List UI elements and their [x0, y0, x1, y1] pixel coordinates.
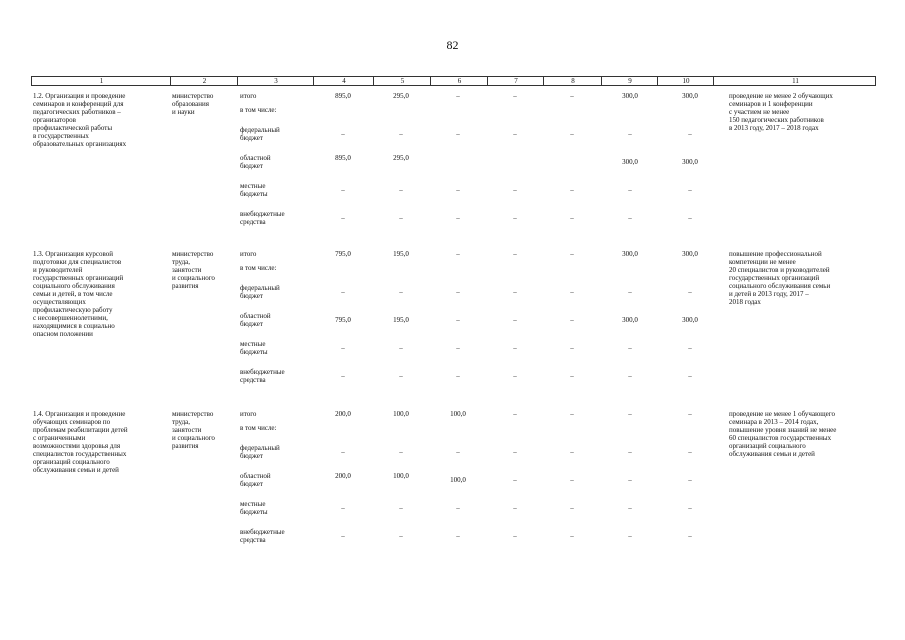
table-cell: –	[456, 186, 460, 194]
funding-source-label: внебюджетные средства	[240, 210, 285, 226]
table-cell: –	[688, 372, 692, 380]
table-cell: –	[399, 532, 403, 540]
table-cell: –	[688, 448, 692, 456]
table-cell: –	[456, 250, 460, 258]
table-cell: –	[456, 214, 460, 222]
table-cell: 100,0	[393, 472, 409, 480]
funding-source-label: областной бюджет	[240, 472, 271, 488]
table-cell: –	[513, 250, 517, 258]
table-cell: –	[513, 316, 517, 324]
column-number-2: 2	[202, 77, 207, 85]
column-number-7: 7	[514, 77, 518, 85]
expected-result: повышение профессиональной компетенции не менее 20 специалистов и руководителей государственных организаций социального обслуживания семьи и детей в 2013 году, 2017 – 2018 годах	[729, 250, 831, 306]
table-cell: –	[628, 532, 632, 540]
table-cell: 300,0	[622, 158, 638, 166]
table-cell: –	[570, 130, 574, 138]
column-divider	[601, 77, 602, 85]
table-cell: –	[688, 288, 692, 296]
table-cell: –	[399, 186, 403, 194]
table-cell: –	[456, 532, 460, 540]
column-divider	[373, 77, 374, 85]
table-cell: –	[341, 130, 345, 138]
table-cell: –	[513, 372, 517, 380]
table-cell: –	[688, 504, 692, 512]
table-cell: –	[341, 372, 345, 380]
table-cell: –	[456, 344, 460, 352]
table-cell: –	[513, 532, 517, 540]
funding-source-label: местные бюджеты	[240, 500, 268, 516]
table-cell: 100,0	[450, 410, 466, 418]
table-cell: –	[513, 410, 517, 418]
expected-result: проведение не менее 1 обучающего семинара в 2013 – 2014 годах, повышение уровня знаний не менее 60 специалистов государственных организаций социального обслуживания семьи и детей	[729, 410, 837, 458]
table-cell: –	[399, 504, 403, 512]
responsible-ministry: министерство труда, занятости и социального развития	[172, 250, 215, 290]
table-cell: –	[341, 214, 345, 222]
table-cell: –	[341, 288, 345, 296]
column-number-3: 3	[274, 77, 278, 85]
table-cell: –	[456, 288, 460, 296]
column-number-5: 5	[400, 77, 405, 85]
funding-source-label: внебюджетные средства	[240, 368, 285, 384]
funding-source-label: внебюджетные средства	[240, 528, 285, 544]
table-cell: 295,0	[393, 92, 409, 100]
table-cell: 295,0	[393, 154, 409, 162]
table-cell: –	[628, 372, 632, 380]
table-cell: –	[628, 504, 632, 512]
table-cell: –	[341, 448, 345, 456]
table-cell: 795,0	[335, 316, 351, 324]
table-cell: –	[399, 288, 403, 296]
responsible-ministry: министерство образования и науки	[172, 92, 214, 116]
table-cell: –	[628, 288, 632, 296]
table-cell: –	[513, 504, 517, 512]
table-cell: –	[513, 92, 517, 100]
table-cell: –	[570, 186, 574, 194]
column-number-10: 10	[682, 77, 690, 85]
table-cell: –	[399, 214, 403, 222]
table-cell: 300,0	[622, 92, 638, 100]
table-cell: –	[570, 504, 574, 512]
table-cell: –	[570, 288, 574, 296]
table-cell: –	[399, 372, 403, 380]
table-cell: –	[513, 448, 517, 456]
table-cell: 300,0	[682, 158, 698, 166]
funding-source-label: итого	[240, 250, 257, 258]
table-cell: –	[570, 344, 574, 352]
funding-source-label: федеральный бюджет	[240, 284, 280, 300]
table-cell: –	[341, 504, 345, 512]
table-cell: –	[341, 344, 345, 352]
table-cell: 300,0	[682, 250, 698, 258]
column-divider	[430, 77, 431, 85]
table-cell: –	[456, 372, 460, 380]
table-cell: –	[513, 186, 517, 194]
table-cell: 300,0	[622, 250, 638, 258]
table-cell: 195,0	[393, 316, 409, 324]
column-number-1: 1	[99, 77, 104, 85]
table-cell: –	[399, 130, 403, 138]
table-cell: 300,0	[622, 316, 638, 324]
column-number-4: 4	[342, 77, 346, 85]
table-cell: –	[570, 316, 574, 324]
table-cell: 100,0	[393, 410, 409, 418]
funding-source-label: местные бюджеты	[240, 340, 268, 356]
column-divider	[237, 77, 238, 85]
table-header-row	[31, 76, 876, 86]
activity-description: 1.2. Организация и проведение семинаров и конференций для педагогических работников – организаторов профилактической работы в государственных образовательных организациях	[33, 92, 127, 148]
funding-source-label: местные бюджеты	[240, 182, 268, 198]
funding-source-label: областной бюджет	[240, 312, 271, 328]
table-cell: –	[628, 344, 632, 352]
page-number: 82	[446, 38, 459, 52]
table-cell: –	[570, 532, 574, 540]
funding-source-label: в том числе:	[240, 424, 277, 432]
column-number-8: 8	[571, 77, 575, 85]
column-number-11: 11	[792, 77, 799, 85]
activity-description: 1.3. Организация курсовой подготовки для специалистов и руководителей государственных организаций социального обслуживания семьи и детей, в том числе осуществляющих профилактическую работу с несовершеннолетними, находящимися в социально опасном положении	[33, 250, 124, 338]
funding-source-label: областной бюджет	[240, 154, 271, 170]
table-cell: 895,0	[335, 154, 351, 162]
column-divider	[657, 77, 658, 85]
table-cell: 200,0	[335, 472, 351, 480]
funding-source-label: федеральный бюджет	[240, 126, 280, 142]
activity-description: 1.4. Организация и проведение обучающих семинаров по проблемам реабилитации детей с ограниченными возможностями здоровья для специалистов государственных организаций социального обслуживания семьи и детей	[33, 410, 128, 474]
table-cell: –	[688, 476, 692, 484]
funding-source-label: федеральный бюджет	[240, 444, 280, 460]
table-cell: –	[456, 130, 460, 138]
table-cell: –	[628, 476, 632, 484]
expected-result: проведение не менее 2 обучающих семинаров и 1 конференции с участием не менее 150 педагогических работников в 2013 году, 2017 – 2018 годах	[729, 92, 833, 132]
table-cell: –	[570, 92, 574, 100]
table-cell: –	[628, 214, 632, 222]
table-cell: –	[628, 130, 632, 138]
funding-source-label: итого	[240, 92, 257, 100]
funding-source-label: итого	[240, 410, 257, 418]
table-cell: –	[513, 476, 517, 484]
table-cell: –	[513, 214, 517, 222]
table-cell: –	[688, 532, 692, 540]
column-number-6: 6	[457, 77, 462, 85]
responsible-ministry: министерство труда, занятости и социального развития	[172, 410, 215, 450]
table-cell: –	[456, 92, 460, 100]
table-cell: –	[570, 476, 574, 484]
table-cell: 200,0	[335, 410, 351, 418]
column-divider	[543, 77, 544, 85]
table-cell: 100,0	[450, 476, 466, 484]
table-cell: 795,0	[335, 250, 351, 258]
table-cell: –	[513, 130, 517, 138]
table-cell: –	[628, 186, 632, 194]
table-cell: 895,0	[335, 92, 351, 100]
table-cell: –	[570, 448, 574, 456]
table-cell: 300,0	[682, 92, 698, 100]
table-cell: –	[513, 344, 517, 352]
column-divider	[487, 77, 488, 85]
table-cell: –	[688, 214, 692, 222]
table-cell: –	[341, 532, 345, 540]
table-cell: –	[456, 448, 460, 456]
table-cell: 195,0	[393, 250, 409, 258]
table-cell: –	[570, 250, 574, 258]
table-cell: –	[570, 372, 574, 380]
table-cell: –	[399, 448, 403, 456]
table-cell: –	[456, 504, 460, 512]
column-divider	[313, 77, 314, 85]
table-cell: –	[628, 448, 632, 456]
column-divider	[170, 77, 171, 85]
funding-source-label: в том числе:	[240, 106, 277, 114]
column-number-9: 9	[628, 77, 632, 85]
column-divider	[713, 77, 714, 85]
funding-source-label: в том числе:	[240, 264, 277, 272]
table-cell: 300,0	[682, 316, 698, 324]
table-cell: –	[688, 410, 692, 418]
table-cell: –	[688, 130, 692, 138]
table-cell: –	[399, 344, 403, 352]
table-cell: –	[513, 288, 517, 296]
table-cell: –	[570, 214, 574, 222]
table-cell: –	[341, 186, 345, 194]
table-cell: –	[688, 344, 692, 352]
table-cell: –	[628, 410, 632, 418]
table-cell: –	[688, 186, 692, 194]
table-cell: –	[570, 410, 574, 418]
table-cell: –	[456, 316, 460, 324]
